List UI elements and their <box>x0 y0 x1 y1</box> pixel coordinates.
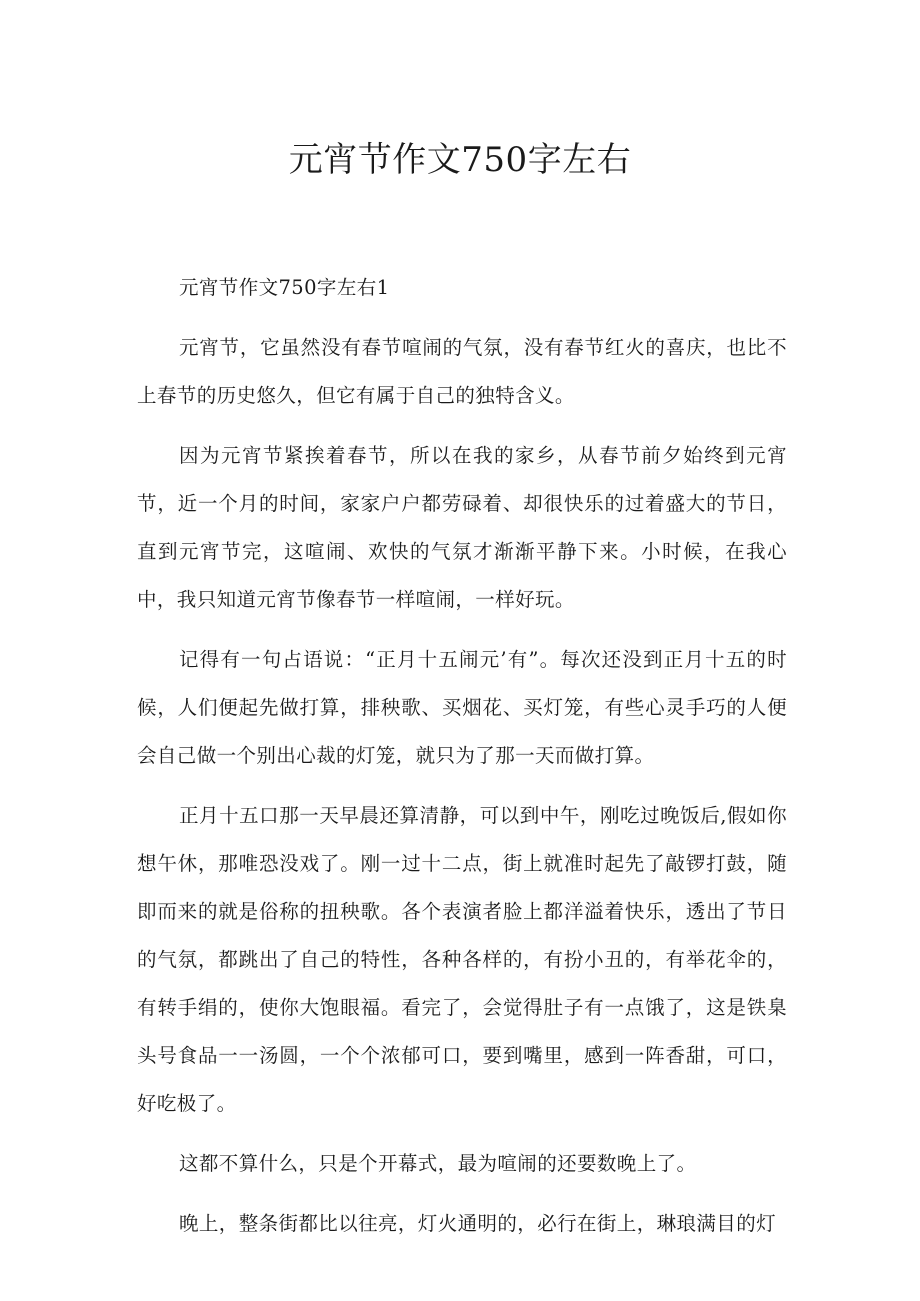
paragraph: 这都不算什么，只是个开幕式，最为喧闹的还要数晚上了。 <box>179 1152 697 1175</box>
paragraph: 晚上，整条街都比以往亮，灯火通明的，必行在街上，琳琅满目的灯 <box>179 1212 777 1235</box>
paragraph: 正月十五口那一天早晨还算清静，可以到中午，刚吃过晚饭后,假如你想午休，那唯恐没戏了。刚一过十二点，街上就准时起先了敲锣打鼓，随即而来的就是俗称的扭秧歌。各个表演者脸上都洋溢着快乐，透出了节日的气氛，都跳出了自己的特性，各种各样的，有扮小丑的，有举花伞的，有转手绢的，使你大饱眼福。看完了，会觉得肚子有一点饿了，这是铁臬头号食品一一汤圆，一个个浓郁可口，要到嘴里，感到一阵香甜，可口，好吃极了。 <box>137 804 787 1115</box>
document-title: 元宵节作文750字左右 <box>288 140 632 180</box>
document-body <box>137 264 787 1260</box>
paragraph: 元宵节，它虽然没有春节喧闹的气氛，没有春节红火的喜庆，也比不上春节的历史悠久，但它有属于自己的独特含义。 <box>137 336 787 407</box>
paragraph: 因为元宵节紧挨着春节，所以在我的家乡，从春节前夕始终到元宵节，近一个月的时间，家家户户都劳碌着、却很快乐的过着盛大的节日，直到元宵节完，这喧闹、欢快的气氛才渐渐平静下来。小时候，在我心中，我只知道元宵节像春节一样喧闹，一样好玩。 <box>137 444 787 611</box>
section-heading: 元宵节作文750字左右1 <box>179 276 390 299</box>
paragraph: 记得有一句占语说：“正月十五闹元’有”。每次还没到正月十五的时候，人们便起先做打算，排秧歌、买烟花、买灯笼，有些心灵手巧的人便会自己做一个别出心裁的灯笼，就只为了那一天而做打算。 <box>137 648 787 767</box>
